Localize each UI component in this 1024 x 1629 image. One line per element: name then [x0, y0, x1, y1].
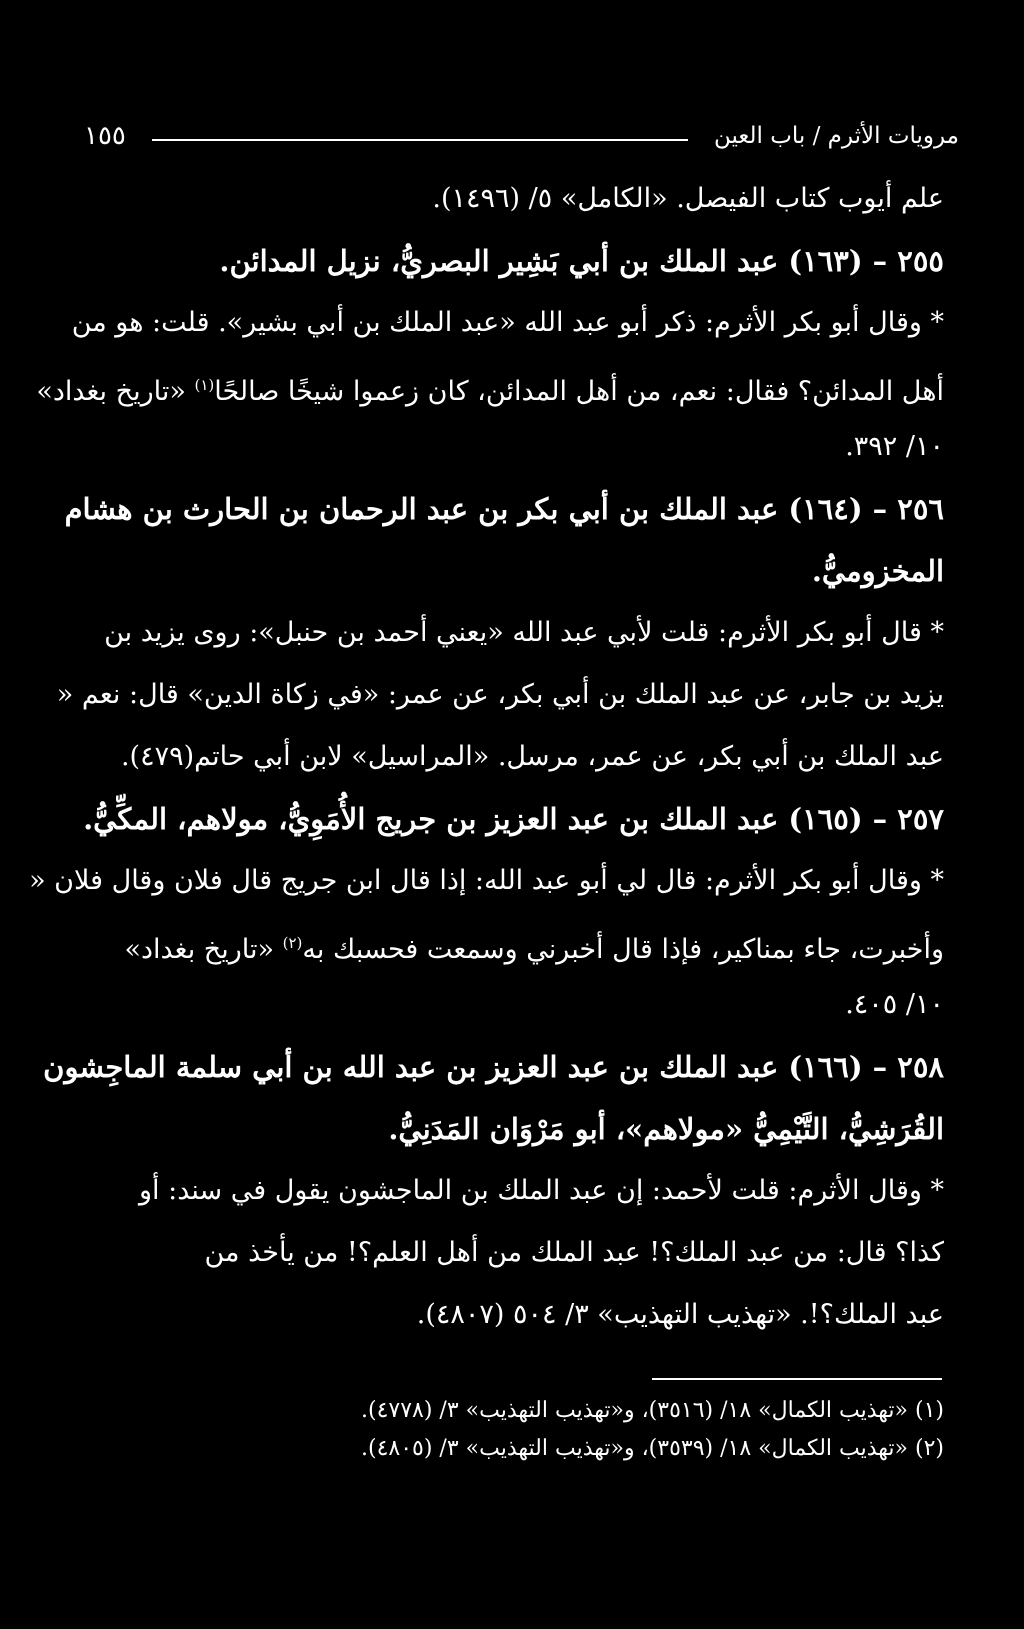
line-text: ٢٥٨ – (١٦٦) عبد الملك بن عبد العزيز بن عبد الله بن أبي سلمة الماجِشون: [43, 1050, 944, 1084]
text-line: [78, 1160, 944, 1222]
text-line: [78, 1284, 944, 1346]
text-line: [78, 974, 944, 1036]
line-text: ٢٥٧ – (١٦٥) عبد الملك بن عبد العزيز بن جريج الأُمَوِيُّ، مولاهم، المكِّيُّ.: [83, 802, 944, 836]
page-number: ١٥٥: [84, 121, 126, 151]
text-line: [78, 416, 944, 478]
page-header: [84, 118, 959, 154]
running-title: مرويات الأثرم / باب العين: [713, 123, 959, 149]
text-line: [29, 850, 944, 912]
line-text: * وقال الأثرم: قلت لأحمد: إن عبد الملك بن الماجشون يقول في سند: أو: [138, 1175, 944, 1206]
footnotes: [180, 1392, 944, 1468]
text-line: [56, 664, 944, 726]
line-text: * وقال أبو بكر الأثرم: ذكر أبو عبد الله «عبد الملك بن أبي بشير». قلت: هو من: [71, 307, 944, 338]
line-text: المخزوميُّ.: [811, 554, 944, 588]
text-line: [78, 726, 944, 788]
line-text: ١٠/ ٤٠٥.: [845, 989, 944, 1020]
footnote-marker: (١): [194, 376, 215, 394]
line-text: * وقال أبو بكر الأثرم: قال لي أبو عبد الله: إذا قال ابن جريج قال فلان وقال فلان «: [29, 865, 944, 896]
text-line: [71, 292, 944, 354]
text-line: [36, 354, 944, 416]
footnote-rule: [652, 1378, 942, 1380]
line-text: عبد الملك؟!. «تهذيب التهذيب» ٣/ ٥٠٤ (٤٨٠٧).: [416, 1299, 944, 1330]
line-text: ٢٥٦ – (١٦٤) عبد الملك بن أبي بكر بن عبد الرحمان بن الحارث بن هشام: [64, 492, 944, 526]
line-text: كذا؟ قال: من عبد الملك؟! عبد الملك من أهل العلم؟! من يأخذ من: [204, 1237, 944, 1268]
entry-heading-line: [78, 540, 944, 602]
entry-heading-line: [78, 230, 944, 292]
line-text: أهل المدائن؟ فقال: نعم، من أهل المدائن، كان زعموا شيخًا صالحًا: [214, 376, 944, 407]
line-text: ١٠/ ٣٩٢.: [845, 431, 944, 462]
page-body: [29, 168, 944, 1346]
entry-heading-line: [78, 1098, 944, 1160]
entry-heading-line: [78, 788, 944, 850]
line-text: يزيد بن جابر، عن عبد الملك بن أبي بكر، عن عمر: «في زكاة الدين» قال: نعم «: [56, 679, 944, 710]
footnote-item: (٢) «تهذيب الكمال» ١٨/ (٣٥٣٩)، و«تهذيب التهذيب» ٣/ (٤٨٠٥).: [360, 1436, 944, 1461]
text-line: [78, 912, 944, 974]
header-rule: [152, 139, 688, 141]
footnote-marker: (٢): [282, 934, 303, 952]
text-line: [78, 602, 944, 664]
text-line: [78, 1222, 944, 1284]
line-text: عبد الملك بن أبي بكر، عن عمر، مرسل. «المراسيل» لابن أبي حاتم(٤٧٩).: [120, 741, 944, 772]
footnote-item: (١) «تهذيب الكمال» ١٨/ (٣٥١٦)، و«تهذيب التهذيب» ٣/ (٤٧٧٨).: [360, 1398, 944, 1423]
line-text: ٢٥٥ – (١٦٣) عبد الملك بن أبي بَشِير البصريُّ، نزيل المدائن.: [219, 244, 944, 278]
line-text: القُرَشِيُّ، التَّيْمِيُّ «مولاهم»، أبو مَرْوَان المَدَنِيُّ.: [388, 1112, 944, 1146]
line-text: وأخبرت، جاء بمناكير، فإذا قال أخبرني وسمعت فحسبك به: [302, 934, 944, 965]
entry-heading-line: [43, 1036, 944, 1098]
line-tail-text: «تاريخ بغداد»: [36, 376, 195, 407]
line-tail-text: «تاريخ بغداد»: [124, 934, 283, 965]
line-text: * قال أبو بكر الأثرم: قلت لأبي عبد الله «يعني أحمد بن حنبل»: روى يزيد بن: [104, 617, 944, 648]
text-line: [78, 168, 944, 230]
line-text: علم أيوب كتاب الفيصل. «الكامل» ٥/ (١٤٩٦).: [432, 183, 944, 214]
entry-heading-line: [64, 478, 944, 540]
